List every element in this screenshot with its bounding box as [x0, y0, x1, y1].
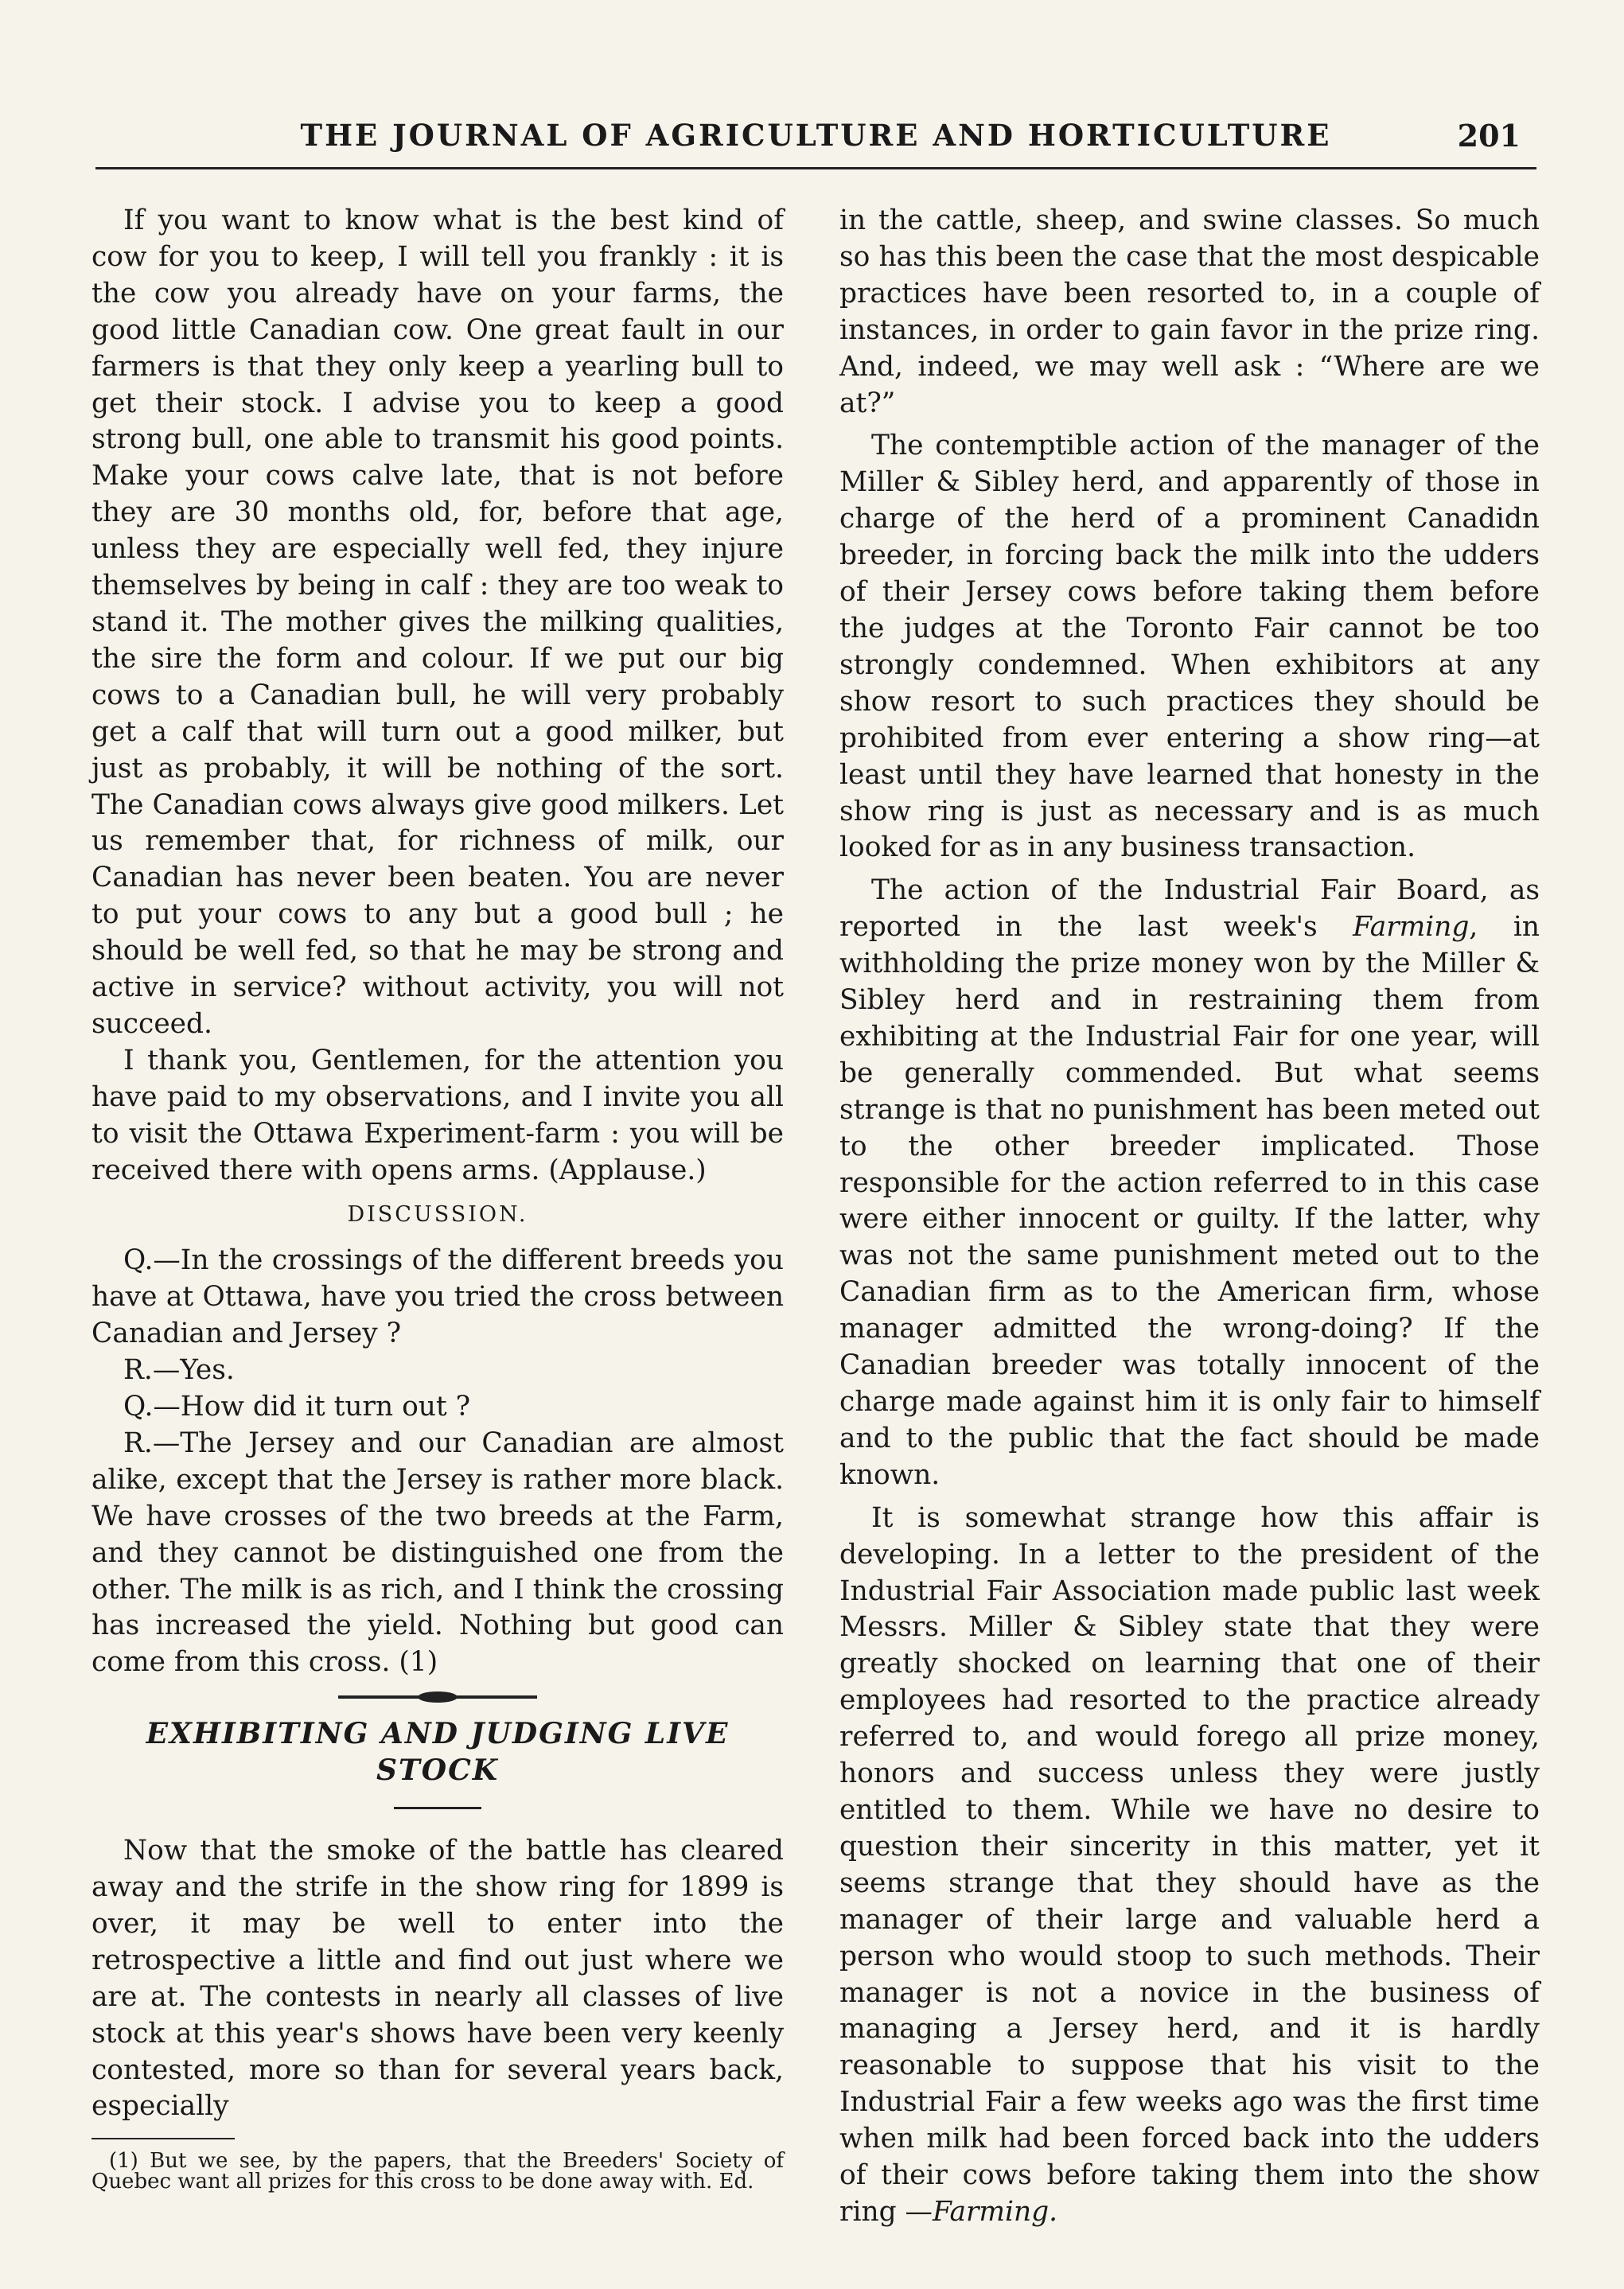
- paragraph: [839, 1501, 1540, 2231]
- page-number: 201: [1457, 118, 1521, 154]
- paragraph: [839, 873, 1540, 1493]
- section-title: EXHIBITING AND JUDGING LIVE STOCK: [146, 1717, 730, 1788]
- journal-title: THE JOURNAL OF AGRICULTURE AND HORTICULTURE: [300, 118, 1332, 153]
- publication-name: Farming: [1353, 911, 1470, 944]
- text-run: It is somewhat strange how this affair is developing. In a letter to the president of the Industrial Fair Association made public last week Messrs. Miller & Sibley state that they were greatly shocked on learning that one of their employees had resorted to the practice already referred to, and would forego all prize money, honors and success unless they were justly entitled to them. While we have no desire to question their sincerity in this matter, yet it seems strange that they should have as the manager of their large and valuable herd a person who would stoop to such methods. Their manager is not a novice in the business of managing a Jersey herd, and it is hardly reasonable to suppose that his visit to the Industrial Fair a few weeks ago was the first time when milk had been forced back into the udders of their cows before taking them into the show ring —: [839, 1501, 1540, 2228]
- paragraph: If you want to know what is the best kind of cow for you to keep, I will tell you frankly : it is the cow you already have on your farms, the good little Canadian cow. One great fault in our farmers is that they only keep a yearling bull to get their stock. I advise you to keep a good strong bull, one able to transmit his good points. Make your cows calve late, that is not before they are 30 months old, for, before that age, unless they are especially well fed, they injure themselves by being in calf : they are too weak to stand it. The mother gives the milking qualities, the sire the form and colour. If we put our big cows to a Canadian bull, he will very probably get a calf that will turn out a good milker, but just as probably, it will be nothing of the sort. The Canadian cows always give good milkers. Let us remember that, for richness of milk, our Canadian has never been beaten. You are never to put your cows to any but a good bull ; he should be well fed, so that he may be strong and active in service? without activity, you will not succeed.: [92, 204, 784, 1040]
- page-header: [95, 111, 1536, 169]
- paragraph: in the cattle, sheep, and swine classes. So much so has this been the case that the most despicable practices have been resorted to, in a couple of instances, in order to gain favor in the prize ring. And, indeed, we may well ask : “Where are we at?”: [839, 204, 1540, 419]
- discussion-heading: DISCUSSION.: [347, 1202, 528, 1228]
- right-column: [839, 203, 1540, 2231]
- text-run: The action of the Industrial Fair Board, as reported in the last week's: [839, 874, 1540, 944]
- question: Q.—How did it turn out ?: [123, 1391, 471, 1423]
- source-attribution: Farming.: [932, 2195, 1058, 2228]
- reply: R.—The Jersey and our Canadian are almost alike, except that the Jersey is rather more black. We have crosses of the two breeds at the Farm, and they cannot be distinguished one from the other. The milk is as rich, and I think the crossing has increased the yield. Nothing but good can come from this cross. (1): [92, 1427, 784, 1679]
- title-rule: [394, 1807, 481, 1809]
- paragraph: The contemptible action of the manager of the Miller & Sibley herd, and apparently of those in charge of the herd of a prominent Canadidn breeder, in forcing back the milk into the udders of their Jersey cows before taking them before the judges at the Toronto Fair cannot be too strongly condemned. When exhibitors at any show resort to such practices they should be prohibited from ever entering a show ring—at least until they have learned that honesty in the show ring is just as necessary and is as much looked for as in any business transaction.: [839, 430, 1540, 864]
- reply: R.—Yes.: [123, 1354, 235, 1387]
- footnote: (1) But we see, by the papers, that the Breeders' Society of Quebec want all prizes for this cross to be done away with. Ed.: [92, 2149, 784, 2194]
- paragraph: I thank you, Gentlemen, for the attention you have paid to my observations, and I invite you all to visit the Ottawa Experiment-farm : you will be received there with opens arms. (Applause.): [92, 1044, 784, 1186]
- ornamental-divider: [338, 1695, 537, 1699]
- question: Q.—In the crossings of the different breeds you have at Ottawa, have you tried the cross between Canadian and Jersey ?: [92, 1244, 784, 1350]
- paragraph: Now that the smoke of the battle has cleared away and the strife in the show ring for 1899 is over, it may be well to enter into the retrospective a little and find out just where we are at. The contests in nearly all classes of live stock at this year's shows have been very keenly contested, more so than for several years back, especially: [92, 1835, 784, 2123]
- footnote-rule: [92, 2138, 235, 2139]
- left-column: [92, 203, 784, 2192]
- text-run: , in withholding the prize money won by the Miller & Sibley herd and in restraining them from exhibiting at the Industrial Fair for one year, will be generally commended. But what seems strange is that no punishment has been meted out to the other breeder implicated. Those responsible for the action referred to in this case were either innocent or guilty. If the latter, why was not the same punishment meted out to the Canadian firm as to the American firm, whose manager admitted the wrong-doing? If the Canadian breeder was totally innocent of the charge made against him it is only fair to himself and to the public that the fact should be made known.: [839, 911, 1540, 1491]
